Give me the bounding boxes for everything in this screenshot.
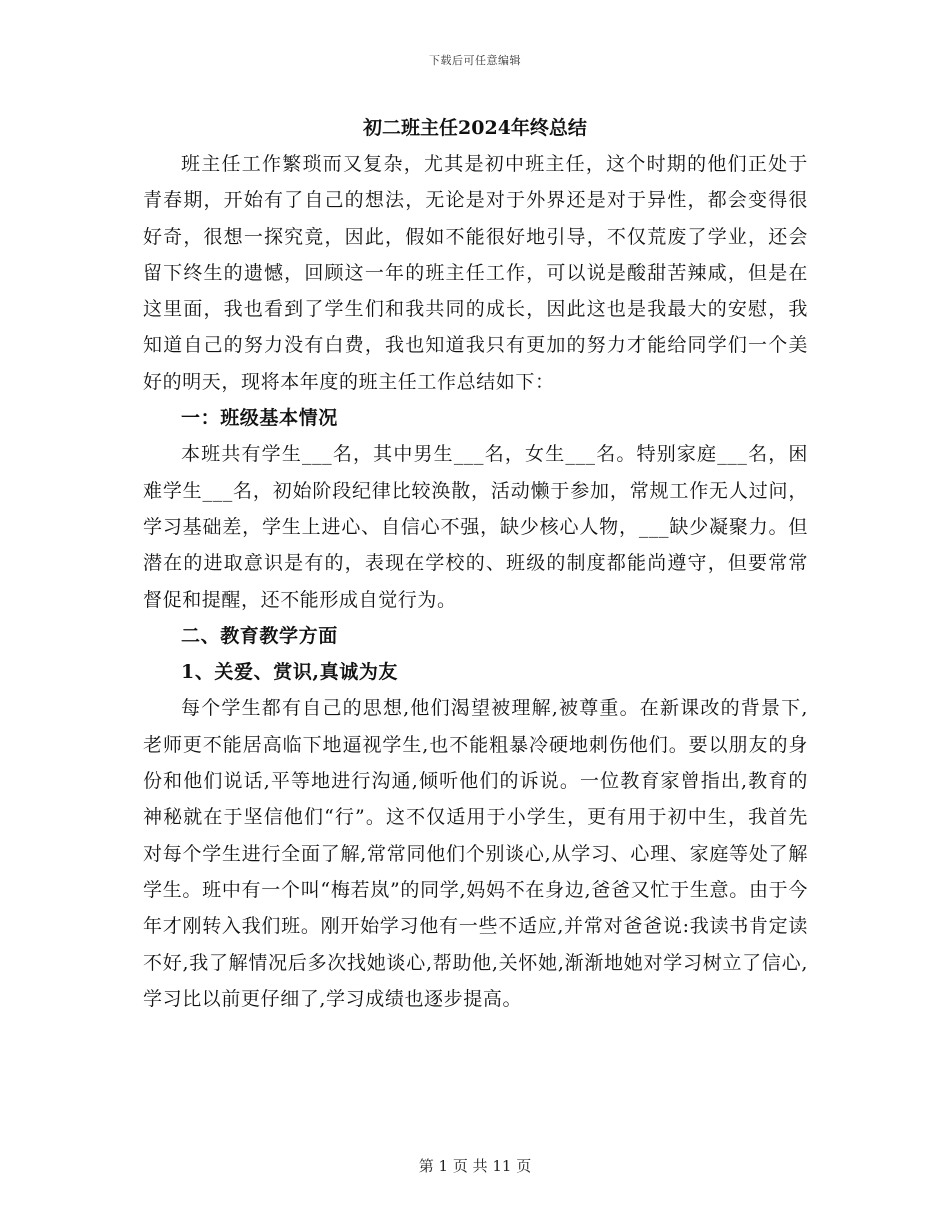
document-body: [143, 146, 808, 1017]
subsection-heading-care: 1、关爱、赏识,真诚为友: [181, 661, 399, 684]
header-note: 下载后可任意编辑: [429, 54, 521, 67]
class-overview-paragraph: 本班共有学生___名，其中男生___名，女生___名。特别家庭___名，困难学生___名，初始阶段纪律比较涣散，活动懒于参加，常规工作无人过问，学习基础差，学生上进心、自信心不强，缺少核心人物，___缺少凝聚力。但潜在的进取意识是有的，表现在学校的、班级的制度都能尚遵守，但要常常督促和提醒，还不能形成自觉行为。: [143, 443, 808, 611]
section-heading-class-overview: 一：班级基本情况: [181, 407, 338, 430]
care-paragraph: 每个学生都有自己的思想,他们渴望被理解,被尊重。在新课改的背景下,老师更不能居高临下地逼视学生,也不能粗暴冷硬地刺伤他们。要以朋友的身份和他们说话,平等地进行沟通,倾听他们的诉说。一位教育家曾指出,教育的神秘就在于坚信他们“行”。这不仅适用于小学生，更有用于初中生，我首先对每个学生进行全面了解,常常同他们个别谈心,从学习、心理、家庭等处了解学生。班中有一个叫“梅若岚”的同学,妈妈不在身边,爸爸又忙于生意。由于今年才刚转入我们班。刚开始学习他有一些不适应,并常对爸爸说:我读书肯定读不好,我了解情况后多次找她谈心,帮助他,关怀她,渐渐地她对学习树立了信心,学习比以前更仔细了,学习成绩也逐步提高。: [143, 697, 808, 1010]
document-title: 初二班主任2024年终总结: [363, 117, 587, 139]
intro-paragraph: 班主任工作繁琐而又复杂，尤其是初中班主任，这个时期的他们正处于青春期，开始有了自己的想法，无论是对于外界还是对于异性，都会变得很好奇，很想一探究竟，因此，假如不能很好地引导，不仅荒废了学业，还会留下终生的遗憾，回顾这一年的班主任工作，可以说是酸甜苦辣咸，但是在这里面，我也看到了学生们和我共同的成长，因此这也是我最大的安慰，我知道自己的努力没有白费，我也知道我只有更加的努力才能给同学们一个美好的明天，现将本年度的班主任工作总结如下：: [143, 153, 808, 393]
page-number: 第 1 页 共 11 页: [418, 1157, 532, 1175]
section-heading-teaching: 二、教育教学方面: [181, 624, 338, 647]
